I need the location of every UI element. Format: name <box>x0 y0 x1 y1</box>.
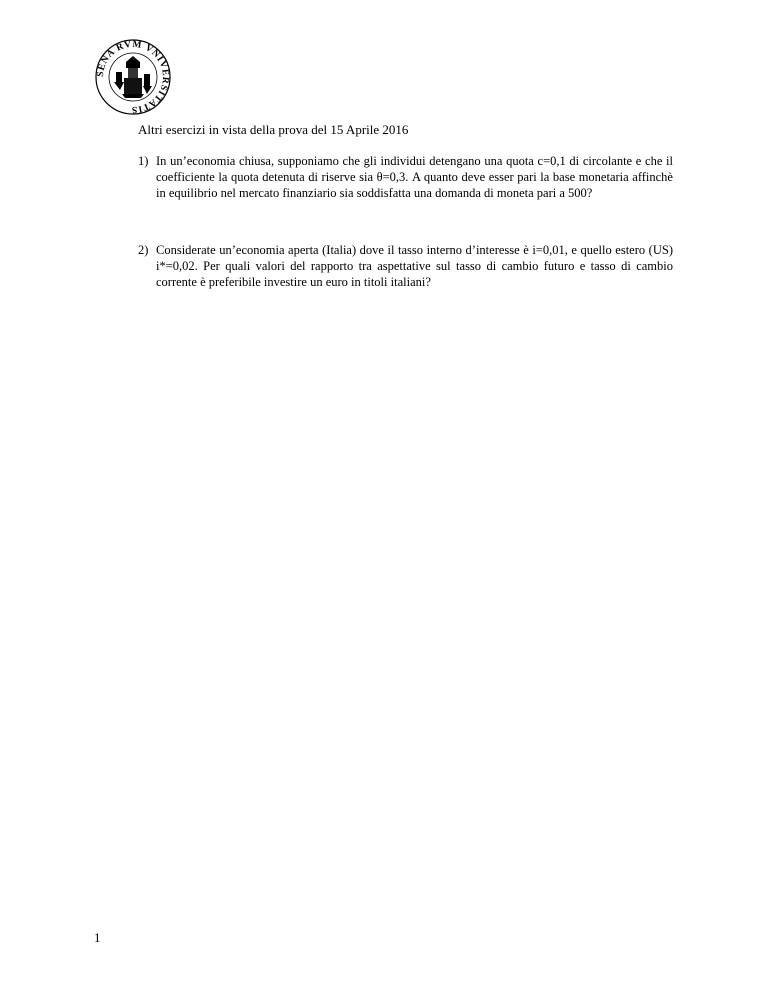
seal-icon <box>94 38 172 116</box>
svg-text:SENA RVM VNIVERSITATIS: SENA RVM VNIVERSITATIS <box>95 39 171 115</box>
exercise-1-number: 1) <box>138 154 149 168</box>
page-number: 1 <box>94 930 101 945</box>
document-heading: Altri esercizi in vista della prova del 15 Aprile 2016 <box>138 122 409 137</box>
exercise-1 <box>138 153 673 201</box>
exercise-2 <box>138 242 673 290</box>
exercise-2-text: Considerate un’economia aperta (Italia) dove il tasso interno d’interesse è i=0,01, e quello estero (US) i*=0,02. Per quali valori del rapporto tra aspettative sul tasso di cambio futuro e tasso di cambio corrente è preferibile investire un euro in titoli italiani? <box>156 243 673 289</box>
exercise-1-text: In un’economia chiusa, supponiamo che gli individui detengano una quota c=0,1 di circolante e che il coefficiente la quota detenuta di riserve sia θ=0,3. A quanto deve esser pari la base monetaria affinchè in equilibrio nel mercato finanziario sia soddisfatta una domanda di moneta pari a 500? <box>156 154 673 200</box>
university-seal <box>94 38 172 116</box>
exercise-2-number: 2) <box>138 243 149 257</box>
